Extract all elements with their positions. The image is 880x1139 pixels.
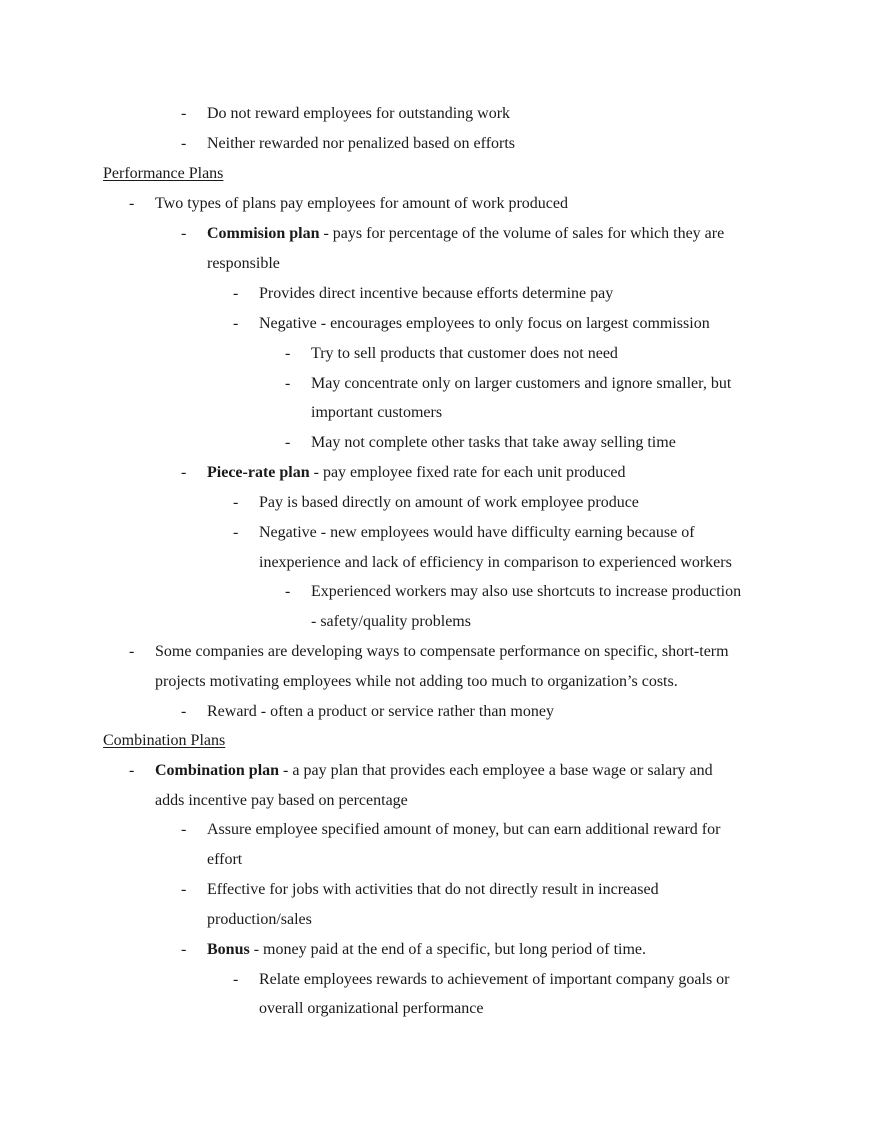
bullet-text: Some companies are developing ways to compensate performance on specific, short-term [155,643,729,660]
bullet-text [207,224,724,244]
bullet-text: Reward - often a product or service rather than money [207,703,554,720]
term-definition: - money paid at the end of a specific, but long period of time. [249,941,647,958]
bullet-dash: - [233,494,239,511]
bullet-text: Experienced workers may also use shortcuts to increase production [311,583,742,600]
bullet-text-continuation: effort [207,851,243,868]
term-combination-plan: Combination plan [155,762,280,779]
bullet-dash: - [181,821,187,838]
bullet-text-continuation: production/sales [207,911,312,928]
bullet-text: Effective for jobs with activities that do not directly result in increased [207,881,659,898]
term-definition: - pay employee fixed rate for each unit produced [309,464,626,481]
bullet-dash: - [285,345,291,362]
bullet-text-continuation: responsible [207,255,280,272]
bullet-dash: - [233,315,239,332]
bullet-text-continuation: inexperience and lack of efficiency in comparison to experienced workers [259,554,732,571]
bullet-text: Pay is based directly on amount of work employee produce [259,494,639,511]
bullet-text: Do not reward employees for outstanding work [207,105,511,122]
bullet-dash: - [285,583,291,600]
bullet-dash: - [181,105,187,122]
bullet-text: Assure employee specified amount of money, but can earn additional reward for [207,821,721,838]
bullet-text [207,940,646,960]
term-commision-plan: Commision plan [207,225,320,242]
bullet-text-continuation: adds incentive pay based on percentage [155,792,408,809]
bullet-text-continuation: important customers [311,404,443,421]
bullet-text: Provides direct incentive because efforts determine pay [259,285,614,302]
section-heading-performance-plans: Performance Plans [103,165,224,182]
bullet-dash: - [233,524,239,541]
bullet-text: Negative - new employees would have difficulty earning because of [259,524,695,541]
bullet-text: May concentrate only on larger customers and ignore smaller, but [311,375,732,392]
section-heading-combination-plans: Combination Plans [103,732,226,749]
term-definition: - pays for percentage of the volume of sales for which they are [319,225,725,242]
bullet-dash: - [129,195,135,212]
bullet-dash: - [181,135,187,152]
bullet-text-continuation: overall organizational performance [259,1000,484,1017]
bullet-dash: - [181,464,187,481]
bullet-text: Neither rewarded nor penalized based on efforts [207,135,516,152]
bullet-dash: - [129,643,135,660]
bullet-text: Negative - encourages employees to only focus on largest commission [259,315,710,332]
bullet-dash: - [233,285,239,302]
term-bonus: Bonus [207,941,250,958]
bullet-text [155,761,713,781]
bullet-text: May not complete other tasks that take away selling time [311,434,676,451]
bullet-text: Two types of plans pay employees for amount of work produced [155,195,568,212]
bullet-dash: - [285,375,291,392]
bullet-dash: - [181,941,187,958]
bullet-dash: - [129,762,135,779]
term-piece-rate-plan: Piece-rate plan [207,464,310,481]
bullet-dash: - [181,225,187,242]
bullet-text-continuation: - safety/quality problems [311,613,471,630]
bullet-text-continuation: projects motivating employees while not adding too much to organization’s costs. [155,673,678,690]
bullet-text [207,463,625,483]
bullet-text: Relate employees rewards to achievement of important company goals or [259,971,730,988]
bullet-text: Try to sell products that customer does not need [311,345,618,362]
bullet-dash: - [285,434,291,451]
term-definition: - a pay plan that provides each employee a base wage or salary and [279,762,713,779]
bullet-dash: - [233,971,239,988]
bullet-dash: - [181,881,187,898]
bullet-dash: - [181,703,187,720]
